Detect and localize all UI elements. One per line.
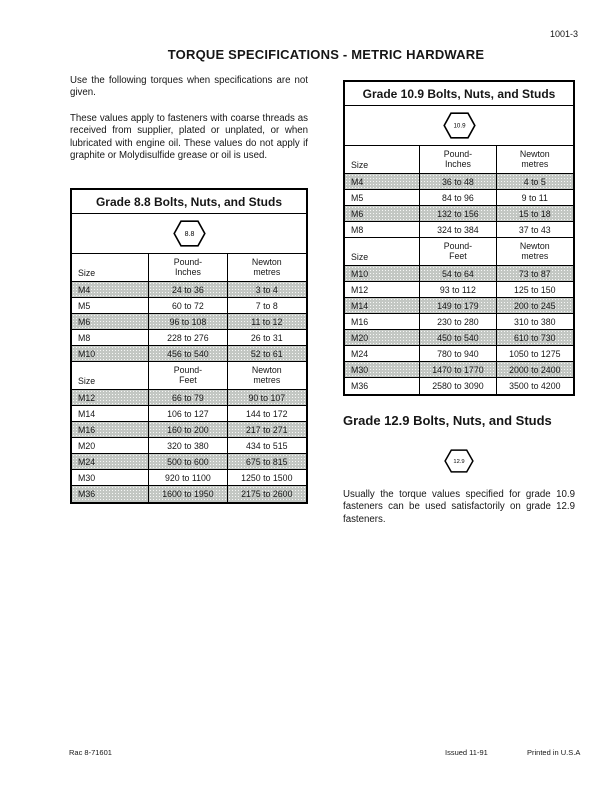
metric-header-line2: metres [253, 266, 281, 277]
page-title: TORQUE SPECIFICATIONS - METRIC HARDWARE [167, 47, 485, 62]
torque-value: 93 to 112 [439, 284, 476, 295]
hex-symbol-row [72, 214, 306, 254]
size-cell [72, 346, 149, 361]
size-cell [345, 266, 420, 281]
size-cell [345, 378, 420, 394]
metric-header-line2: metres [521, 158, 549, 169]
torque-value: 1600 to 1950 [162, 489, 214, 500]
metric-value-cell [497, 330, 573, 345]
size-value: M20 [78, 440, 96, 451]
size-cell [345, 346, 420, 361]
torque-value-cell [420, 206, 496, 221]
metric-header-cell [228, 254, 306, 281]
size-value: M8 [78, 332, 91, 343]
metric-value-cell [497, 174, 573, 189]
size-value: M24 [78, 456, 96, 467]
svg-text:12.9: 12.9 [453, 459, 465, 466]
metric-value-cell [228, 282, 306, 297]
torque-value: 230 to 280 [437, 316, 479, 327]
torque-value-cell [149, 346, 227, 361]
svg-text:10.9: 10.9 [452, 122, 466, 130]
metric-value-cell [497, 346, 573, 361]
metric-value-cell [497, 206, 573, 221]
metric-value: 434 to 515 [245, 440, 288, 451]
table-row [345, 206, 573, 222]
metric-header-line1: Newton [519, 148, 550, 159]
table-title: Grade 8.8 Bolts, Nuts, and Studs [72, 190, 306, 214]
metric-value-cell [228, 486, 306, 502]
size-value: M16 [78, 424, 96, 435]
table-row [345, 330, 573, 346]
torque-value: 24 to 36 [172, 284, 204, 295]
size-value: M5 [78, 300, 91, 311]
footer-doc-code: Rac 8-71601 [69, 748, 112, 757]
torque-value-cell [149, 330, 227, 345]
unit-header-cell [149, 362, 227, 389]
size-cell [345, 330, 420, 345]
metric-value: 2175 to 2600 [241, 489, 293, 500]
intro-paragraph-1: Use the following torques when specifications are not given. [70, 75, 308, 99]
grade-10-9-hex-icon [443, 112, 476, 139]
metric-value: 37 to 43 [518, 224, 551, 235]
torque-value-cell [149, 438, 227, 453]
size-cell [72, 406, 149, 421]
metric-value-cell [228, 298, 306, 313]
size-cell [72, 454, 149, 469]
size-value: M30 [351, 364, 369, 375]
torque-value-cell [420, 330, 496, 345]
table-row [345, 362, 573, 378]
size-value: M6 [351, 208, 364, 219]
size-value: M36 [78, 489, 96, 500]
size-cell [72, 390, 149, 405]
footer-printed: Printed in U.S.A [527, 748, 581, 757]
size-value: M8 [351, 224, 364, 235]
metric-value-cell [497, 222, 573, 237]
metric-header-line2: metres [521, 250, 549, 261]
size-cell [345, 222, 420, 237]
size-value: M10 [351, 268, 369, 279]
footer-issued: Issued 11-91 [445, 748, 488, 757]
torque-value-cell [420, 190, 496, 205]
metric-value-cell [497, 314, 573, 329]
table-row [345, 298, 573, 314]
metric-value-cell [228, 346, 306, 361]
table-header-row [72, 254, 306, 282]
table-row [72, 422, 306, 438]
size-header-cell [345, 238, 420, 265]
grade-12-9-note: Usually the torque values specified for grade 10.9 fasteners can be used satisfactorily on grade 12.9 fasteners. [343, 489, 575, 525]
size-value: M30 [78, 472, 96, 483]
torque-value-cell [149, 314, 227, 329]
torque-value: 106 to 127 [167, 408, 209, 419]
metric-value-cell [228, 390, 306, 405]
torque-value-cell [149, 406, 227, 421]
unit-header-line2: Feet [179, 374, 197, 385]
torque-value-cell [420, 362, 496, 377]
table-row [72, 314, 306, 330]
table-row [345, 266, 573, 282]
size-value: M10 [78, 348, 96, 359]
size-value: M24 [351, 348, 369, 359]
hex-symbol-row [345, 106, 573, 146]
table-header-row [72, 362, 306, 390]
size-value: M4 [351, 176, 364, 187]
metric-header-line1: Newton [519, 240, 550, 251]
torque-value: 2580 to 3090 [432, 381, 484, 391]
grade-12-9-hex-icon [444, 449, 474, 473]
size-cell [72, 298, 149, 313]
table-row [345, 190, 573, 206]
metric-value: 144 to 172 [245, 408, 288, 419]
table-row [72, 406, 306, 422]
metric-value-cell [228, 330, 306, 345]
metric-value: 9 to 11 [521, 192, 548, 203]
torque-value-cell [420, 378, 496, 394]
torque-value: 450 to 540 [437, 332, 479, 343]
metric-value: 1250 to 1500 [241, 472, 293, 483]
table-row [72, 330, 306, 346]
torque-value-cell [149, 390, 227, 405]
grade-12-9-hex-wrap [343, 449, 575, 473]
metric-value: 15 to 18 [518, 208, 551, 219]
metric-value: 4 to 5 [523, 176, 546, 187]
torque-value: 60 to 72 [172, 300, 204, 311]
size-cell [72, 486, 149, 502]
unit-header-line1: Pound- [173, 257, 203, 268]
grade-8-8-table [70, 188, 308, 504]
grade-12-9-heading: Grade 12.9 Bolts, Nuts, and Studs [343, 413, 552, 428]
metric-value-cell [228, 406, 306, 421]
torque-value: 1470 to 1770 [432, 364, 484, 375]
page-number: 1001-3 [549, 29, 578, 39]
size-cell [72, 422, 149, 437]
right-column [343, 80, 575, 526]
size-cell [72, 330, 149, 345]
metric-value-cell [228, 314, 306, 329]
torque-value: 36 to 48 [442, 176, 474, 187]
metric-value: 73 to 87 [518, 268, 551, 279]
size-value: M6 [78, 316, 91, 327]
table-row [345, 174, 573, 190]
torque-value: 66 to 79 [172, 392, 204, 403]
torque-value: 228 to 276 [167, 332, 209, 343]
unit-header-line1: Pound- [443, 148, 473, 159]
unit-header-line1: Pound- [173, 365, 203, 376]
torque-value: 500 to 600 [167, 456, 209, 467]
size-cell [345, 362, 420, 377]
metric-header-cell [228, 362, 306, 389]
size-cell [345, 314, 420, 329]
table-row [72, 486, 306, 502]
size-header-cell [345, 146, 420, 173]
metric-value: 52 to 61 [250, 348, 283, 359]
metric-value: 26 to 31 [250, 332, 283, 343]
metric-value: 90 to 107 [248, 392, 286, 403]
metric-header-line2: metres [253, 374, 281, 385]
unit-header-cell [420, 238, 496, 265]
torque-value-cell [149, 422, 227, 437]
torque-value-cell [420, 314, 496, 329]
torque-value: 149 to 179 [437, 300, 479, 311]
metric-value-cell [228, 454, 306, 469]
size-header-label: Size [78, 376, 96, 387]
size-cell [72, 438, 149, 453]
size-header-label: Size [78, 268, 96, 279]
table-row [72, 298, 306, 314]
metric-value: 7 to 8 [255, 300, 278, 311]
grade-8-8-hex-icon [173, 220, 206, 247]
size-cell [72, 282, 149, 297]
size-value: M5 [351, 192, 364, 203]
table-body [345, 146, 573, 394]
torque-value: 920 to 1100 [164, 472, 211, 483]
torque-value-cell [420, 174, 496, 189]
size-value: M12 [78, 392, 96, 403]
size-header-label: Size [351, 252, 369, 262]
table-row [72, 346, 306, 362]
unit-header-line2: Inches [174, 266, 201, 277]
size-cell [345, 174, 420, 189]
metric-header-line1: Newton [251, 365, 282, 376]
torque-value: 96 to 108 [169, 316, 207, 327]
metric-value-cell [497, 266, 573, 281]
torque-value-cell [420, 266, 496, 281]
torque-value-cell [149, 454, 227, 469]
torque-value: 160 to 200 [167, 424, 209, 435]
metric-value-cell [497, 298, 573, 313]
metric-value-cell [497, 378, 573, 394]
torque-value: 54 to 64 [442, 268, 474, 279]
unit-header-line1: Pound- [443, 240, 473, 251]
size-value: M14 [78, 408, 96, 419]
size-header-label: Size [351, 160, 369, 170]
size-cell [345, 206, 420, 221]
torque-value-cell [420, 298, 496, 313]
metric-value-cell [497, 362, 573, 377]
torque-value-cell [420, 282, 496, 297]
size-value: M12 [351, 284, 369, 295]
metric-value: 310 to 380 [514, 316, 556, 327]
unit-header-cell [149, 254, 227, 281]
size-value: M16 [351, 316, 369, 327]
metric-value: 200 to 245 [514, 300, 556, 311]
grade-10-9-table [343, 80, 575, 396]
metric-value: 675 to 815 [245, 456, 288, 467]
metric-value: 217 to 271 [245, 424, 288, 435]
size-value: M4 [78, 284, 91, 295]
size-cell [72, 314, 149, 329]
metric-value: 610 to 730 [514, 332, 556, 343]
unit-header-line2: Feet [449, 250, 467, 261]
size-cell [345, 190, 420, 205]
table-row [345, 346, 573, 362]
metric-header-cell [497, 146, 573, 173]
size-value: M36 [351, 381, 369, 391]
size-cell [345, 282, 420, 297]
metric-value: 1050 to 1275 [509, 348, 561, 359]
torque-value: 456 to 540 [167, 348, 209, 359]
table-row [72, 390, 306, 406]
table-title: Grade 10.9 Bolts, Nuts, and Studs [345, 82, 573, 106]
metric-value: 11 to 12 [251, 316, 283, 327]
metric-value-cell [228, 422, 306, 437]
table-row [72, 282, 306, 298]
metric-value: 3500 to 4200 [509, 381, 561, 391]
size-value: M20 [351, 332, 369, 343]
metric-header-line1: Newton [251, 257, 282, 268]
torque-value: 84 to 96 [442, 192, 474, 203]
torque-value-cell [149, 298, 227, 313]
metric-header-cell [497, 238, 573, 265]
table-header-row [345, 238, 573, 266]
torque-value-cell [149, 486, 227, 502]
metric-value: 125 to 150 [514, 284, 556, 295]
metric-value-cell [497, 190, 573, 205]
torque-value: 320 to 380 [167, 440, 209, 451]
size-cell [72, 470, 149, 485]
metric-value-cell [228, 438, 306, 453]
table-row [72, 454, 306, 470]
intro-paragraph-2: These values apply to fasteners with coarse threads as received from supplier, plated or unplated, or when lubricated with engine oil. These values do not apply if graphite or Molydisulfide grease or oil is used. [70, 112, 308, 162]
table-body [72, 254, 306, 502]
metric-value-cell [497, 282, 573, 297]
size-value: M14 [351, 300, 369, 311]
torque-value: 132 to 156 [437, 208, 479, 219]
left-column [70, 75, 308, 504]
table-header-row [345, 146, 573, 174]
table-row [72, 470, 306, 486]
torque-value-cell [149, 470, 227, 485]
table-row [345, 222, 573, 238]
table-row [345, 314, 573, 330]
torque-value-cell [420, 222, 496, 237]
metric-value-cell [228, 470, 306, 485]
unit-header-line2: Inches [444, 158, 471, 169]
torque-value: 324 to 384 [437, 224, 479, 235]
torque-value-cell [420, 346, 496, 361]
table-row [345, 378, 573, 394]
torque-value-cell [149, 282, 227, 297]
table-row [345, 282, 573, 298]
svg-text:8.8: 8.8 [184, 231, 194, 239]
size-cell [345, 298, 420, 313]
table-row [72, 438, 306, 454]
metric-value: 2000 to 2400 [509, 364, 561, 375]
size-header-cell [72, 362, 149, 389]
torque-value: 780 to 940 [437, 348, 479, 359]
unit-header-cell [420, 146, 496, 173]
size-header-cell [72, 254, 149, 281]
metric-value: 3 to 4 [255, 284, 278, 295]
